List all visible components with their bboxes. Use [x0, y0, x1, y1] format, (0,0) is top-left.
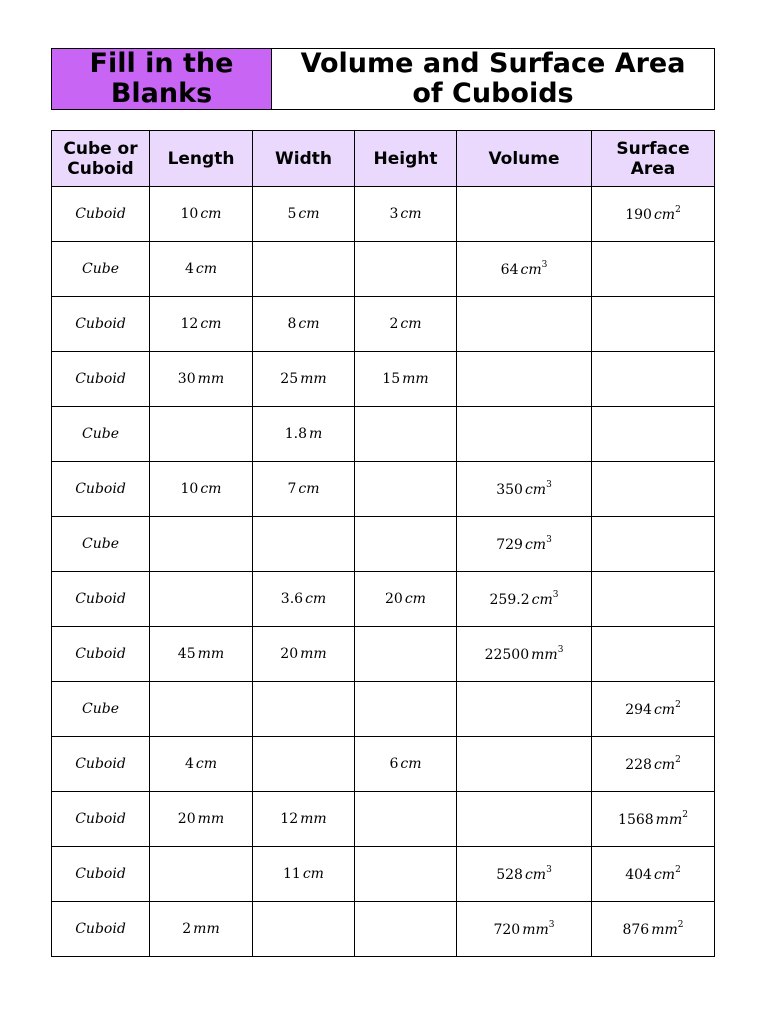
measurement-unit: cm: [200, 481, 222, 497]
table-row: [52, 627, 715, 682]
measurement-value: 7: [287, 481, 297, 497]
volume-blank-cell[interactable]: [457, 792, 592, 847]
measurement-value: 528: [496, 867, 523, 883]
unit-exponent: 3: [546, 535, 552, 545]
measurement-unit: cm: [298, 481, 320, 497]
measurement-value: 2: [182, 921, 192, 937]
length-cell: [150, 297, 253, 352]
table-row: [52, 187, 715, 242]
height-cell: [355, 737, 457, 792]
measurement-value: 22500: [484, 647, 530, 663]
width-cell: [253, 462, 355, 517]
measurement-value: 10: [180, 206, 199, 222]
shape-cell: Cuboid: [52, 187, 150, 242]
measurement-unit: cm: [298, 206, 320, 222]
height-blank-cell[interactable]: [355, 902, 457, 957]
height-blank-cell[interactable]: [355, 242, 457, 297]
unit-exponent: 2: [675, 700, 681, 710]
measurement-value: 20: [280, 646, 299, 662]
length-cell: [150, 627, 253, 682]
worksheet-title: Volume and Surface Area of Cuboids: [300, 48, 686, 109]
volume-blank-cell[interactable]: [457, 297, 592, 352]
measurement-unit: mm: [197, 371, 225, 387]
surface-area-blank-cell[interactable]: [592, 242, 715, 297]
measurement-value: 45: [177, 646, 196, 662]
measurement-unit: mm: [655, 812, 683, 828]
measurement-value: 190: [625, 207, 652, 223]
shape-cell: Cube: [52, 517, 150, 572]
measurement-unit: cm: [400, 756, 422, 772]
measurement-value: 30: [177, 371, 196, 387]
shape-cell: Cube: [52, 682, 150, 737]
measurement-unit: cm: [653, 867, 676, 883]
length-blank-cell[interactable]: [150, 847, 253, 902]
volume-blank-cell[interactable]: [457, 737, 592, 792]
table-row: [52, 902, 715, 957]
width-blank-cell[interactable]: [253, 517, 355, 572]
width-cell: [253, 572, 355, 627]
measurement-unit: mm: [197, 811, 225, 827]
unit-exponent: 2: [675, 205, 681, 215]
column-header-length: Length: [150, 131, 253, 187]
measurement-value: 64: [500, 262, 519, 278]
measurement-value: 12: [180, 316, 199, 332]
measurement-unit: cm: [531, 592, 553, 608]
shape-cell: Cuboid: [52, 847, 150, 902]
unit-exponent: 3: [541, 260, 548, 270]
measurement-unit: mm: [197, 646, 225, 662]
measurement-value: 5: [287, 206, 297, 222]
measurement-value: 6: [389, 756, 399, 772]
measurement-unit: cm: [195, 756, 218, 772]
height-blank-cell[interactable]: [355, 627, 457, 682]
length-cell: [150, 187, 253, 242]
shape-cell: Cuboid: [52, 352, 150, 407]
measurement-unit: cm: [520, 262, 542, 278]
measurement-unit: cm: [400, 316, 422, 332]
table-row: [52, 517, 715, 572]
height-cell: [355, 297, 457, 352]
shape-cell: Cuboid: [52, 297, 150, 352]
unit-exponent: 3: [546, 480, 552, 490]
measurement-unit: mm: [300, 646, 327, 662]
length-cell: [150, 792, 253, 847]
measurement-value: 228: [625, 757, 652, 773]
measurement-unit: mm: [651, 922, 678, 938]
height-blank-cell[interactable]: [355, 792, 457, 847]
column-header-surface-area: Surface Area: [592, 131, 715, 187]
surface-area-blank-cell[interactable]: [592, 517, 715, 572]
surface-area-blank-cell[interactable]: [592, 572, 715, 627]
measurement-unit: cm: [195, 261, 218, 277]
measurement-unit: cm: [298, 316, 320, 332]
measurement-value: 1568: [618, 812, 654, 828]
measurement-unit: mm: [531, 647, 558, 663]
table-row: [52, 297, 715, 352]
measurement-value: 729: [496, 537, 523, 553]
height-cell: [355, 187, 457, 242]
length-cell: [150, 352, 253, 407]
measurement-unit: cm: [200, 206, 222, 222]
height-blank-cell[interactable]: [355, 847, 457, 902]
shape-cell: Cuboid: [52, 902, 150, 957]
measurement-value: 259.2: [489, 592, 530, 608]
column-header-shape: Cube or Cuboid: [52, 131, 150, 187]
surface-area-cell: [592, 902, 715, 957]
measurement-unit: cm: [653, 757, 676, 773]
surface-area-blank-cell[interactable]: [592, 297, 715, 352]
height-blank-cell[interactable]: [355, 682, 457, 737]
measurement-value: 350: [496, 482, 523, 498]
surface-area-blank-cell[interactable]: [592, 407, 715, 462]
surface-area-cell: [592, 792, 715, 847]
measurement-value: 10: [180, 481, 199, 497]
measurement-unit: cm: [302, 866, 324, 882]
measurement-value: 876: [622, 922, 650, 938]
surface-area-blank-cell[interactable]: [592, 352, 715, 407]
unit-exponent: 3: [548, 920, 555, 930]
length-cell: [150, 737, 253, 792]
table-row: [52, 462, 715, 517]
measurement-value: 20: [385, 591, 403, 607]
unit-exponent: 3: [546, 865, 552, 875]
surface-area-cell: [592, 847, 715, 902]
width-cell: [253, 187, 355, 242]
length-blank-cell[interactable]: [150, 407, 253, 462]
surface-area-cell: [592, 682, 715, 737]
measurement-value: 11: [283, 866, 301, 882]
measurement-unit: mm: [402, 371, 429, 387]
measurement-unit: mm: [300, 371, 327, 387]
height-blank-cell[interactable]: [355, 407, 457, 462]
length-blank-cell[interactable]: [150, 572, 253, 627]
measurement-unit: cm: [653, 702, 676, 718]
unit-exponent: 2: [675, 755, 681, 765]
height-blank-cell[interactable]: [355, 517, 457, 572]
length-blank-cell[interactable]: [150, 517, 253, 572]
volume-blank-cell[interactable]: [457, 352, 592, 407]
shape-cell: Cube: [52, 242, 150, 297]
measurement-value: 15: [382, 371, 401, 387]
worksheet-table: [51, 130, 715, 957]
table-row: [52, 352, 715, 407]
width-cell: [253, 352, 355, 407]
measurement-unit: cm: [524, 482, 547, 498]
measurement-value: 12: [280, 811, 299, 827]
shape-cell: Cuboid: [52, 627, 150, 682]
volume-cell: [457, 517, 592, 572]
table-row: [52, 407, 715, 462]
measurement-unit: m: [308, 426, 323, 442]
shape-cell: Cuboid: [52, 462, 150, 517]
table-row: [52, 242, 715, 297]
length-blank-cell[interactable]: [150, 682, 253, 737]
measurement-unit: cm: [400, 206, 422, 222]
table-row: [52, 847, 715, 902]
height-blank-cell[interactable]: [355, 462, 457, 517]
measurement-unit: cm: [404, 591, 426, 607]
measurement-unit: cm: [200, 316, 222, 332]
measurement-unit: cm: [653, 207, 676, 223]
fill-in-the-blanks-badge: Fill in the Blanks: [52, 49, 272, 109]
surface-area-blank-cell[interactable]: [592, 627, 715, 682]
unit-exponent: 2: [682, 810, 688, 820]
measurement-unit: mm: [522, 922, 549, 938]
unit-exponent: 3: [552, 590, 559, 600]
measurement-value: 3.6: [280, 591, 304, 607]
table-row: [52, 792, 715, 847]
volume-cell: [457, 627, 592, 682]
table-row: [52, 682, 715, 737]
shape-cell: Cuboid: [52, 737, 150, 792]
surface-area-blank-cell[interactable]: [592, 462, 715, 517]
volume-blank-cell[interactable]: [457, 682, 592, 737]
unit-exponent: 2: [677, 920, 684, 930]
column-header-height: Height: [355, 131, 457, 187]
surface-area-cell: [592, 187, 715, 242]
measurement-value: 1.8: [284, 426, 307, 442]
unit-exponent: 2: [675, 865, 681, 875]
length-cell: [150, 242, 253, 297]
width-blank-cell[interactable]: [253, 242, 355, 297]
measurement-unit: mm: [300, 811, 327, 827]
width-blank-cell[interactable]: [253, 737, 355, 792]
measurement-value: 3: [389, 206, 399, 222]
measurement-unit: mm: [193, 921, 220, 937]
length-cell: [150, 902, 253, 957]
volume-blank-cell[interactable]: [457, 407, 592, 462]
volume-cell: [457, 242, 592, 297]
measurement-value: 25: [280, 371, 299, 387]
column-header-volume: Volume: [457, 131, 592, 187]
shape-cell: Cuboid: [52, 572, 150, 627]
surface-area-cell: [592, 737, 715, 792]
column-header-width: Width: [253, 131, 355, 187]
width-blank-cell[interactable]: [253, 902, 355, 957]
width-blank-cell[interactable]: [253, 682, 355, 737]
volume-cell: [457, 902, 592, 957]
width-cell: [253, 627, 355, 682]
measurement-unit: cm: [524, 867, 547, 883]
height-cell: [355, 352, 457, 407]
measurement-value: 404: [625, 867, 652, 883]
worksheet-header: [51, 48, 715, 110]
height-cell: [355, 572, 457, 627]
measurement-value: 294: [625, 702, 652, 718]
table-header-row: [52, 131, 715, 187]
measurement-value: 2: [389, 316, 399, 332]
measurement-value: 4: [184, 756, 194, 772]
table-row: [52, 737, 715, 792]
measurement-value: 20: [177, 811, 196, 827]
measurement-value: 8: [287, 316, 297, 332]
width-cell: [253, 847, 355, 902]
measurement-unit: cm: [305, 591, 327, 607]
measurement-value: 720: [493, 922, 521, 938]
shape-cell: Cube: [52, 407, 150, 462]
volume-cell: [457, 462, 592, 517]
width-cell: [253, 407, 355, 462]
measurement-unit: cm: [524, 537, 547, 553]
volume-blank-cell[interactable]: [457, 187, 592, 242]
volume-cell: [457, 572, 592, 627]
width-cell: [253, 792, 355, 847]
table-row: [52, 572, 715, 627]
volume-cell: [457, 847, 592, 902]
width-cell: [253, 297, 355, 352]
measurement-value: 4: [184, 261, 194, 277]
shape-cell: Cuboid: [52, 792, 150, 847]
length-cell: [150, 462, 253, 517]
unit-exponent: 3: [557, 645, 564, 655]
